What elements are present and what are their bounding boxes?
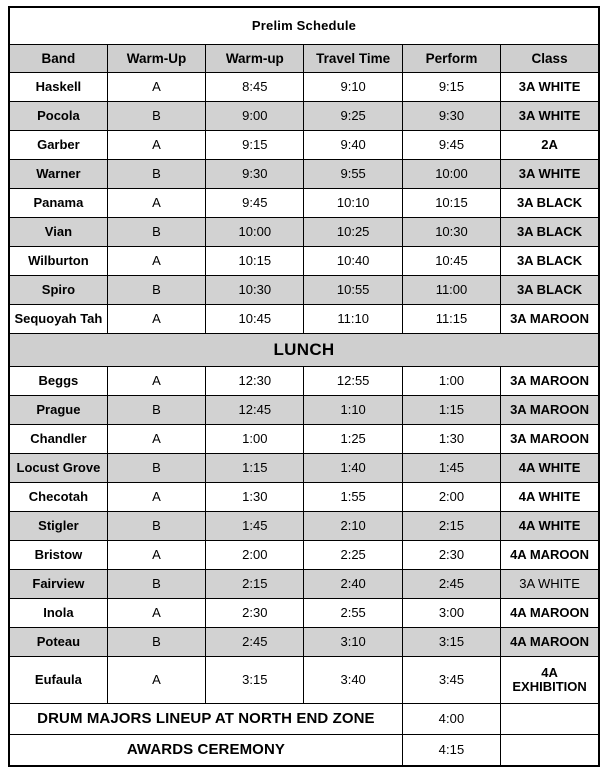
- cell-warmup-time: 1:45: [206, 512, 304, 541]
- cell-band-name: Chandler: [9, 425, 107, 454]
- table-row: [9, 570, 599, 599]
- table-row: [9, 425, 599, 454]
- footer-event-class: [501, 704, 599, 735]
- cell-travel-time: 2:40: [304, 570, 402, 599]
- footer-event-row: [9, 704, 599, 735]
- cell-class: 3A MAROON: [501, 425, 599, 454]
- cell-warmup-lot: B: [107, 102, 205, 131]
- cell-class: 4A EXHIBITION: [501, 657, 599, 704]
- cell-band-name: Spiro: [9, 276, 107, 305]
- cell-travel-time: 9:10: [304, 73, 402, 102]
- cell-band-name: Sequoyah Tah: [9, 305, 107, 334]
- cell-warmup-time: 9:00: [206, 102, 304, 131]
- prelim-schedule-table: [8, 6, 600, 767]
- cell-warmup-time: 2:30: [206, 599, 304, 628]
- cell-band-name: Prague: [9, 396, 107, 425]
- cell-travel-time: 11:10: [304, 305, 402, 334]
- column-header-class: Class: [501, 45, 599, 73]
- cell-travel-time: 1:25: [304, 425, 402, 454]
- cell-perform-time: 2:30: [402, 541, 500, 570]
- footer-event-label: AWARDS CEREMONY: [9, 735, 402, 767]
- cell-warmup-time: 12:45: [206, 396, 304, 425]
- cell-perform-time: 11:15: [402, 305, 500, 334]
- table-row: [9, 102, 599, 131]
- schedule-body: [9, 7, 599, 73]
- cell-travel-time: 9:40: [304, 131, 402, 160]
- column-header-travel: Travel Time: [304, 45, 402, 73]
- table-row: [9, 73, 599, 102]
- table-row: [9, 454, 599, 483]
- cell-perform-time: 9:30: [402, 102, 500, 131]
- column-header-perform: Perform: [402, 45, 500, 73]
- column-header-row: [9, 45, 599, 73]
- footer-event-label: DRUM MAJORS LINEUP AT NORTH END ZONE: [9, 704, 402, 735]
- cell-travel-time: 10:40: [304, 247, 402, 276]
- cell-travel-time: 10:55: [304, 276, 402, 305]
- cell-warmup-time: 1:00: [206, 425, 304, 454]
- cell-warmup-lot: A: [107, 541, 205, 570]
- title-row: [9, 7, 599, 45]
- table-row: [9, 483, 599, 512]
- cell-perform-time: 9:15: [402, 73, 500, 102]
- cell-class: 2A: [501, 131, 599, 160]
- cell-warmup-time: 10:00: [206, 218, 304, 247]
- cell-perform-time: 3:00: [402, 599, 500, 628]
- cell-warmup-lot: A: [107, 305, 205, 334]
- cell-perform-time: 2:15: [402, 512, 500, 541]
- page-title: Prelim Schedule: [9, 7, 599, 45]
- cell-warmup-time: 10:15: [206, 247, 304, 276]
- footer-rows-group: [9, 704, 599, 767]
- cell-class: 3A WHITE: [501, 102, 599, 131]
- cell-warmup-lot: B: [107, 276, 205, 305]
- lunch-label: LUNCH: [9, 334, 599, 367]
- cell-warmup-lot: A: [107, 425, 205, 454]
- cell-class: 3A BLACK: [501, 218, 599, 247]
- cell-travel-time: 9:25: [304, 102, 402, 131]
- cell-band-name: Garber: [9, 131, 107, 160]
- table-row: [9, 599, 599, 628]
- cell-warmup-lot: A: [107, 367, 205, 396]
- cell-warmup-time: 8:45: [206, 73, 304, 102]
- cell-travel-time: 1:55: [304, 483, 402, 512]
- cell-warmup-time: 3:15: [206, 657, 304, 704]
- cell-travel-time: 9:55: [304, 160, 402, 189]
- cell-perform-time: 1:15: [402, 396, 500, 425]
- cell-class: 3A WHITE: [501, 570, 599, 599]
- cell-warmup-lot: A: [107, 189, 205, 218]
- cell-class: 3A BLACK: [501, 276, 599, 305]
- afternoon-rows-group: [9, 367, 599, 704]
- footer-event-time: 4:00: [402, 704, 500, 735]
- cell-warmup-time: 9:45: [206, 189, 304, 218]
- cell-warmup-lot: A: [107, 657, 205, 704]
- cell-travel-time: 12:55: [304, 367, 402, 396]
- column-header-warmup: Warm-up: [206, 45, 304, 73]
- cell-class: 3A BLACK: [501, 189, 599, 218]
- cell-perform-time: 9:45: [402, 131, 500, 160]
- footer-event-class: [501, 735, 599, 767]
- cell-travel-time: 10:10: [304, 189, 402, 218]
- cell-perform-time: 10:30: [402, 218, 500, 247]
- cell-perform-time: 1:45: [402, 454, 500, 483]
- table-row: [9, 247, 599, 276]
- cell-warmup-time: 12:30: [206, 367, 304, 396]
- cell-perform-time: 11:00: [402, 276, 500, 305]
- cell-perform-time: 1:30: [402, 425, 500, 454]
- footer-event-row: [9, 735, 599, 767]
- cell-warmup-time: 9:15: [206, 131, 304, 160]
- cell-band-name: Fairview: [9, 570, 107, 599]
- cell-warmup-lot: B: [107, 160, 205, 189]
- cell-warmup-lot: A: [107, 131, 205, 160]
- cell-class: 3A MAROON: [501, 305, 599, 334]
- cell-class: 4A MAROON: [501, 599, 599, 628]
- cell-band-name: Poteau: [9, 628, 107, 657]
- cell-band-name: Haskell: [9, 73, 107, 102]
- cell-warmup-lot: A: [107, 73, 205, 102]
- cell-band-name: Beggs: [9, 367, 107, 396]
- cell-class: 3A MAROON: [501, 367, 599, 396]
- cell-warmup-time: 2:45: [206, 628, 304, 657]
- column-header-lot: Warm-Up: [107, 45, 205, 73]
- table-row: [9, 160, 599, 189]
- cell-band-name: Wilburton: [9, 247, 107, 276]
- cell-band-name: Bristow: [9, 541, 107, 570]
- cell-class: 4A WHITE: [501, 483, 599, 512]
- cell-warmup-time: 2:00: [206, 541, 304, 570]
- cell-warmup-lot: B: [107, 218, 205, 247]
- cell-travel-time: 3:40: [304, 657, 402, 704]
- cell-travel-time: 1:40: [304, 454, 402, 483]
- table-row: [9, 189, 599, 218]
- table-row: [9, 512, 599, 541]
- cell-warmup-lot: A: [107, 483, 205, 512]
- cell-warmup-time: 10:30: [206, 276, 304, 305]
- table-row: [9, 396, 599, 425]
- cell-warmup-lot: B: [107, 628, 205, 657]
- cell-perform-time: 10:00: [402, 160, 500, 189]
- cell-perform-time: 10:45: [402, 247, 500, 276]
- cell-class: 4A MAROON: [501, 541, 599, 570]
- cell-band-name: Eufaula: [9, 657, 107, 704]
- cell-warmup-time: 9:30: [206, 160, 304, 189]
- cell-warmup-lot: B: [107, 454, 205, 483]
- cell-band-name: Stigler: [9, 512, 107, 541]
- cell-travel-time: 3:10: [304, 628, 402, 657]
- cell-band-name: Warner: [9, 160, 107, 189]
- cell-warmup-lot: B: [107, 396, 205, 425]
- cell-band-name: Panama: [9, 189, 107, 218]
- cell-band-name: Inola: [9, 599, 107, 628]
- cell-perform-time: 2:00: [402, 483, 500, 512]
- cell-warmup-time: 1:30: [206, 483, 304, 512]
- cell-travel-time: 1:10: [304, 396, 402, 425]
- cell-perform-time: 3:15: [402, 628, 500, 657]
- cell-warmup-lot: A: [107, 599, 205, 628]
- cell-warmup-time: 1:15: [206, 454, 304, 483]
- cell-perform-time: 10:15: [402, 189, 500, 218]
- cell-band-name: Vian: [9, 218, 107, 247]
- cell-class: 4A MAROON: [501, 628, 599, 657]
- cell-perform-time: 3:45: [402, 657, 500, 704]
- table-row: [9, 131, 599, 160]
- table-row: [9, 218, 599, 247]
- cell-band-name: Pocola: [9, 102, 107, 131]
- cell-class: 3A MAROON: [501, 396, 599, 425]
- column-header-band: Band: [9, 45, 107, 73]
- cell-class: 3A WHITE: [501, 160, 599, 189]
- table-row: [9, 305, 599, 334]
- lunch-divider-row: [9, 334, 599, 367]
- table-row: [9, 367, 599, 396]
- cell-travel-time: 10:25: [304, 218, 402, 247]
- cell-class: 4A WHITE: [501, 454, 599, 483]
- cell-warmup-time: 10:45: [206, 305, 304, 334]
- table-row: [9, 657, 599, 704]
- morning-rows-group: [9, 73, 599, 334]
- footer-event-time: 4:15: [402, 735, 500, 767]
- table-row: [9, 276, 599, 305]
- cell-class: 3A BLACK: [501, 247, 599, 276]
- cell-warmup-lot: B: [107, 570, 205, 599]
- cell-warmup-time: 2:15: [206, 570, 304, 599]
- cell-warmup-lot: A: [107, 247, 205, 276]
- cell-travel-time: 2:55: [304, 599, 402, 628]
- cell-perform-time: 1:00: [402, 367, 500, 396]
- cell-class: 3A WHITE: [501, 73, 599, 102]
- table-row: [9, 628, 599, 657]
- table-row: [9, 541, 599, 570]
- cell-travel-time: 2:25: [304, 541, 402, 570]
- cell-band-name: Checotah: [9, 483, 107, 512]
- cell-warmup-lot: B: [107, 512, 205, 541]
- cell-band-name: Locust Grove: [9, 454, 107, 483]
- cell-perform-time: 2:45: [402, 570, 500, 599]
- cell-class: 4A WHITE: [501, 512, 599, 541]
- cell-travel-time: 2:10: [304, 512, 402, 541]
